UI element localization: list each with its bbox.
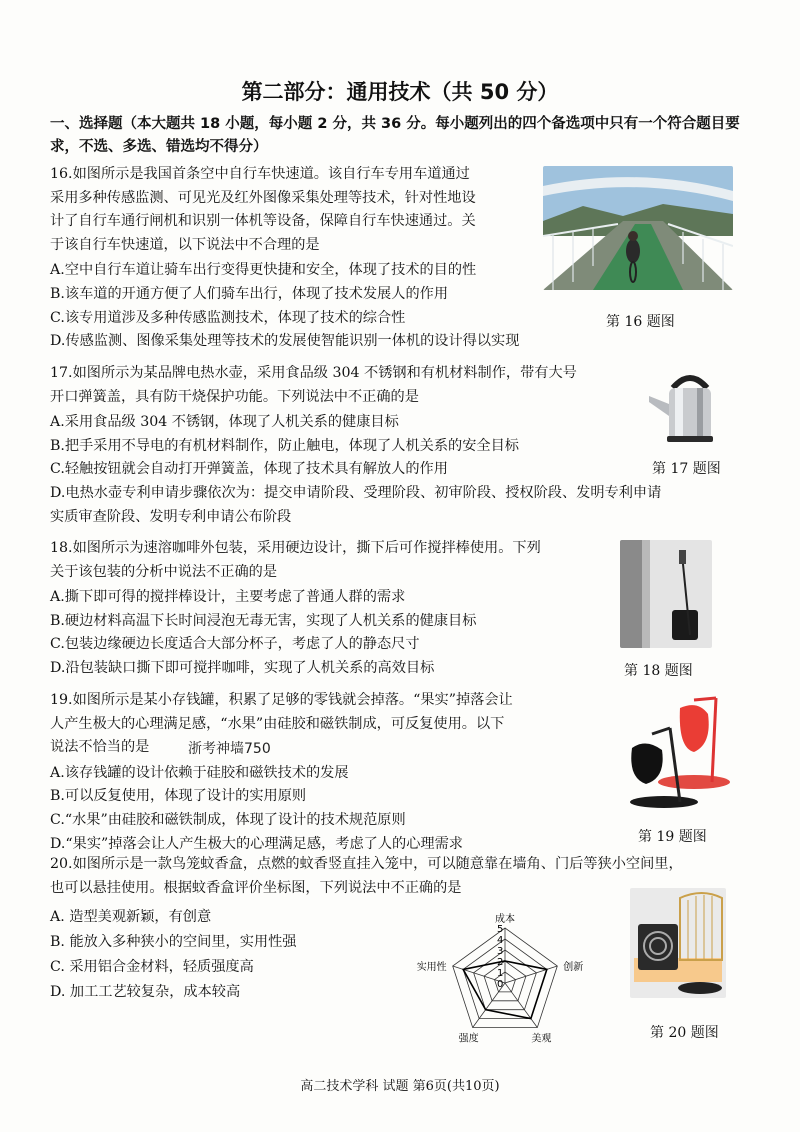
q16-option-d: D.传感监测、图像采集处理等技术的发展使智能识别一体机的设计得以实现 (50, 333, 520, 350)
q18-option-c: C.包装边缘硬边长度适合大部分杯子，考虑了人的静态尺寸 (50, 636, 420, 653)
q20-stem-line: 也可以悬挂使用。根据蚊香盒评价坐标图，下列说法中不正确的是 (50, 879, 462, 896)
page-footer: 高二技术学科 试题 第6页(共10页) (300, 1079, 500, 1094)
radar-axis-label: 强度 (458, 1033, 479, 1045)
q20-option-a: A. 造型美观新颖，有创意 (50, 909, 212, 925)
q17-option-b: B.把手采用不导电的有机材料制作，防止触电，体现了人机关系的安全目标 (50, 437, 519, 454)
q20-option-c: C. 采用铝合金材料，轻质强度高 (50, 959, 254, 975)
q18-stem-line: 关于该包装的分析中说法不正确的是 (50, 563, 278, 580)
q16-stem-line: 于该自行车快速道，以下说法中不合理的是 (50, 236, 320, 253)
q19-option-a: A.该存钱罐的设计依赖于硅胶和磁铁技术的发展 (50, 764, 349, 781)
piggy-bank-photo (622, 684, 740, 814)
question-19 (50, 689, 513, 856)
section-heading: 一、选择题（本大题共 18 小题，每小题 2 分，共 36 分。每小题列出的四个备选项中只有一个符合题目要求，不选、多选、错选均不得分） (50, 116, 740, 155)
q16-caption: 第 16 题图 (606, 314, 675, 330)
q17-caption: 第 17 题图 (652, 461, 721, 477)
q20-option-b: B. 能放入多种狭小的空间里，实用性强 (50, 934, 297, 950)
q18-caption: 第 18 题图 (624, 663, 693, 679)
radar-tick-label: 2 (497, 957, 504, 968)
q19-option-c: C.“水果”由硅胶和磁铁制成，体现了设计的技术规范原则 (50, 811, 406, 828)
radar-tick-label: 3 (497, 946, 504, 957)
evaluation-radar-chart (400, 905, 610, 1065)
watermark-stamp: 浙考神墙750 (188, 741, 271, 757)
q17-stem-line: 17.如图所示为某品牌电热水壶，采用食品级 304 不锈钢和有机材料制作，带有大号 (50, 365, 577, 381)
radar-tick-label: 1 (497, 968, 504, 979)
q16-stem-line: 16.如图所示是我国首条空中自行车快速道。该自行车专用车道通过 (50, 166, 470, 182)
question-17 (50, 362, 661, 529)
q17-option-a: A.采用食品级 304 不锈钢，体现了人机关系的健康目标 (50, 414, 399, 431)
radar-axis-label: 实用性 (416, 962, 447, 974)
q16-stem-line: 计了自行车通行闸机和识别一体机等设备，保障自行车快速通过。关 (50, 213, 476, 230)
radar-tick-label: 5 (497, 924, 504, 935)
q18-option-d: D.沿包装缺口撕下即可搅拌咖啡，实现了人机关系的高效目标 (50, 659, 435, 676)
coffee-package-photo (620, 540, 712, 648)
radar-axis-label: 成本 (495, 914, 515, 925)
q18-stem-line: 18.如图所示为速溶咖啡外包装，采用硬边设计，撕下后可作搅拌棒使用。下列 (50, 540, 541, 556)
q19-stem-line: 人产生极大的心理满足感，“水果”由硅胶和磁铁制成，可反复使用。以下 (50, 715, 505, 732)
q19-option-b: B.可以反复使用，体现了设计的实用原则 (50, 788, 307, 805)
q19-option-d: D.“果实”掉落会让人产生极大的心理满足感，考虑了人的心理需求 (50, 835, 463, 852)
q18-option-b: B.硬边材料高温下长时间浸泡无毒无害，实现了人机关系的健康目标 (50, 612, 477, 629)
q18-option-a: A.撕下即可得的搅拌棒设计，主要考虑了普通人群的需求 (50, 589, 406, 606)
question-18 (50, 537, 541, 681)
radar-axis-label: 创新 (563, 962, 584, 974)
q16-option-b: B.该车道的开通方便了人们骑车出行，体现了技术发展人的作用 (50, 285, 449, 302)
kettle-photo (645, 366, 735, 446)
q16-option-a: A.空中自行车道让骑车出行变得更快捷和安全，体现了技术的目的性 (50, 262, 477, 279)
page-title: 第二部分：通用技术（共 50 分） (241, 80, 559, 104)
q19-stem-line: 说法不恰当的是 (50, 739, 150, 756)
q20-options (50, 905, 296, 1005)
q17-option-c: C.轻触按钮就会自动打开弹簧盖，体现了技术具有解放人的作用 (50, 461, 448, 478)
q16-stem-line: 采用多种传感监测、可见光及红外图像采集处理等技术，针对性地设 (50, 189, 476, 206)
q20-option-d: D. 加工工艺较复杂，成本较高 (50, 984, 241, 1000)
radar-tick-label: 0 (497, 979, 504, 990)
q17-option-d-cont: 实质审查阶段、发明专利申请公布阶段 (50, 508, 292, 525)
q17-option-d: D.电热水壶专利申请步骤依次为：提交申请阶段、受理阶段、初审阶段、授权阶段、发明专利申请 (50, 484, 662, 501)
q20-stem-line: 20.如图所示是一款鸟笼蚊香盒，点燃的蚊香竖直挂入笼中，可以随意靠在墙角、门后等狭小空间里， (50, 856, 683, 872)
q19-stem-line: 19.如图所示是某小存钱罐，积累了足够的零钱就会掉落。“果实”掉落会让 (50, 692, 513, 708)
q19-caption: 第 19 题图 (638, 829, 707, 845)
q16-option-c: C.该专用道涉及多种传感监测技术，体现了技术的综合性 (50, 309, 406, 326)
question-16 (50, 163, 519, 354)
mosquito-coil-box-photo (630, 888, 726, 998)
q20-caption: 第 20 题图 (650, 1025, 719, 1041)
q17-stem-line: 开口弹簧盖，具有防干烧保护功能。下列说法中不正确的是 (50, 388, 419, 405)
bikeway-photo (543, 166, 733, 290)
question-20 (50, 853, 683, 900)
radar-tick-label: 4 (497, 935, 504, 946)
radar-axis-label: 美观 (531, 1033, 552, 1045)
